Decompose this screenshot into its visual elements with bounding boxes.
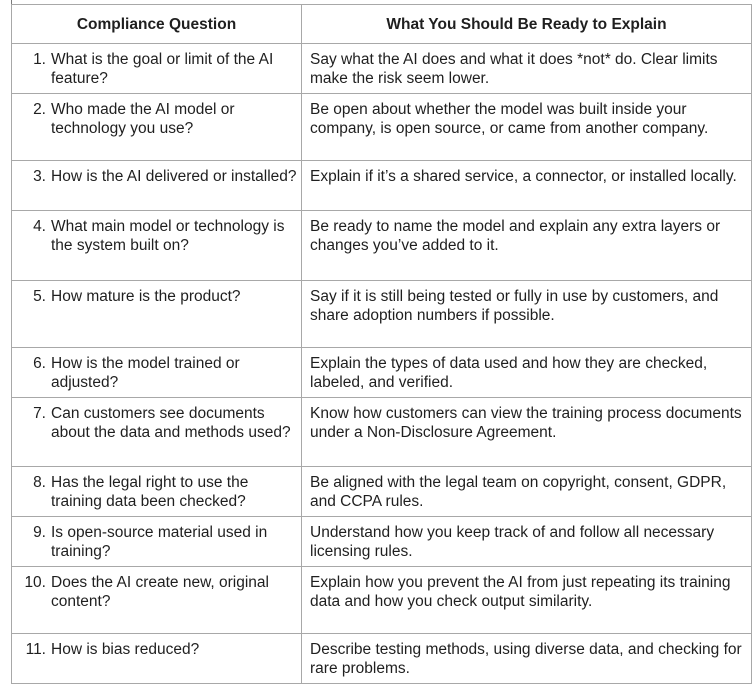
row-number: 11. <box>25 641 46 658</box>
column-header-explanation: What You Should Be Ready to Explain <box>302 5 752 44</box>
table-row <box>12 567 752 634</box>
question-text: How is the model trained or adjusted? <box>51 355 240 391</box>
answer-cell: Explain how you prevent the AI from just repeating its training data and how you check output similarity. <box>302 567 752 634</box>
table-row <box>12 211 752 281</box>
answer-cell: Understand how you keep track of and follow all necessary licensing rules. <box>302 517 752 567</box>
answer-cell: Be ready to name the model and explain any extra layers or changes you’ve added to it. <box>302 211 752 281</box>
table-row <box>12 398 752 467</box>
answer-cell: Describe testing methods, using diverse data, and checking for rare problems. <box>302 634 752 684</box>
answer-cell: Say what the AI does and what it does *not* do. Clear limits make the risk seem lower. <box>302 44 752 94</box>
row-number: 7. <box>33 405 46 422</box>
question-text: How is bias reduced? <box>51 641 200 658</box>
question-text: Does the AI create new, original content? <box>51 574 269 610</box>
compliance-table <box>11 4 752 684</box>
table-row <box>12 517 752 567</box>
table-row <box>12 281 752 348</box>
question-cell <box>12 348 302 398</box>
row-number: 1. <box>33 51 46 68</box>
column-header-question: Compliance Question <box>12 5 302 44</box>
table-row <box>12 348 752 398</box>
row-number: 3. <box>33 168 46 185</box>
table-row <box>12 161 752 211</box>
question-text: What is the goal or limit of the AI feature? <box>51 51 274 87</box>
question-text: What main model or technology is the system built on? <box>51 218 285 254</box>
row-number: 5. <box>33 288 46 305</box>
question-cell <box>12 398 302 467</box>
question-cell <box>12 567 302 634</box>
answer-cell: Say if it is still being tested or fully in use by customers, and share adoption numbers if possible. <box>302 281 752 348</box>
question-text: Has the legal right to use the training data been checked? <box>51 474 249 510</box>
answer-cell: Know how customers can view the training process documents under a Non-Disclosure Agreement. <box>302 398 752 467</box>
question-cell <box>12 467 302 517</box>
question-cell <box>12 161 302 211</box>
question-text: How is the AI delivered or installed? <box>51 168 297 185</box>
table-header-row <box>12 5 752 44</box>
answer-cell: Explain if it’s a shared service, a connector, or installed locally. <box>302 161 752 211</box>
question-text: Who made the AI model or technology you use? <box>51 101 235 137</box>
question-cell <box>12 281 302 348</box>
answer-cell: Be open about whether the model was built inside your company, is open source, or came from another company. <box>302 94 752 161</box>
row-number: 10. <box>24 574 46 591</box>
row-number: 4. <box>33 218 46 235</box>
question-text: How mature is the product? <box>51 288 241 305</box>
row-number: 9. <box>33 524 46 541</box>
row-number: 6. <box>33 355 46 372</box>
answer-cell: Be aligned with the legal team on copyright, consent, GDPR, and CCPA rules. <box>302 467 752 517</box>
table-row <box>12 467 752 517</box>
question-cell <box>12 211 302 281</box>
question-text: Is open-source material used in training? <box>51 524 268 560</box>
question-cell <box>12 44 302 94</box>
question-cell <box>12 634 302 684</box>
question-cell <box>12 517 302 567</box>
row-number: 2. <box>33 101 46 118</box>
table-row <box>12 94 752 161</box>
table-row <box>12 44 752 94</box>
answer-cell: Explain the types of data used and how they are checked, labeled, and verified. <box>302 348 752 398</box>
table-row <box>12 634 752 684</box>
question-cell <box>12 94 302 161</box>
row-number: 8. <box>33 474 46 491</box>
question-text: Can customers see documents about the data and methods used? <box>51 405 291 441</box>
